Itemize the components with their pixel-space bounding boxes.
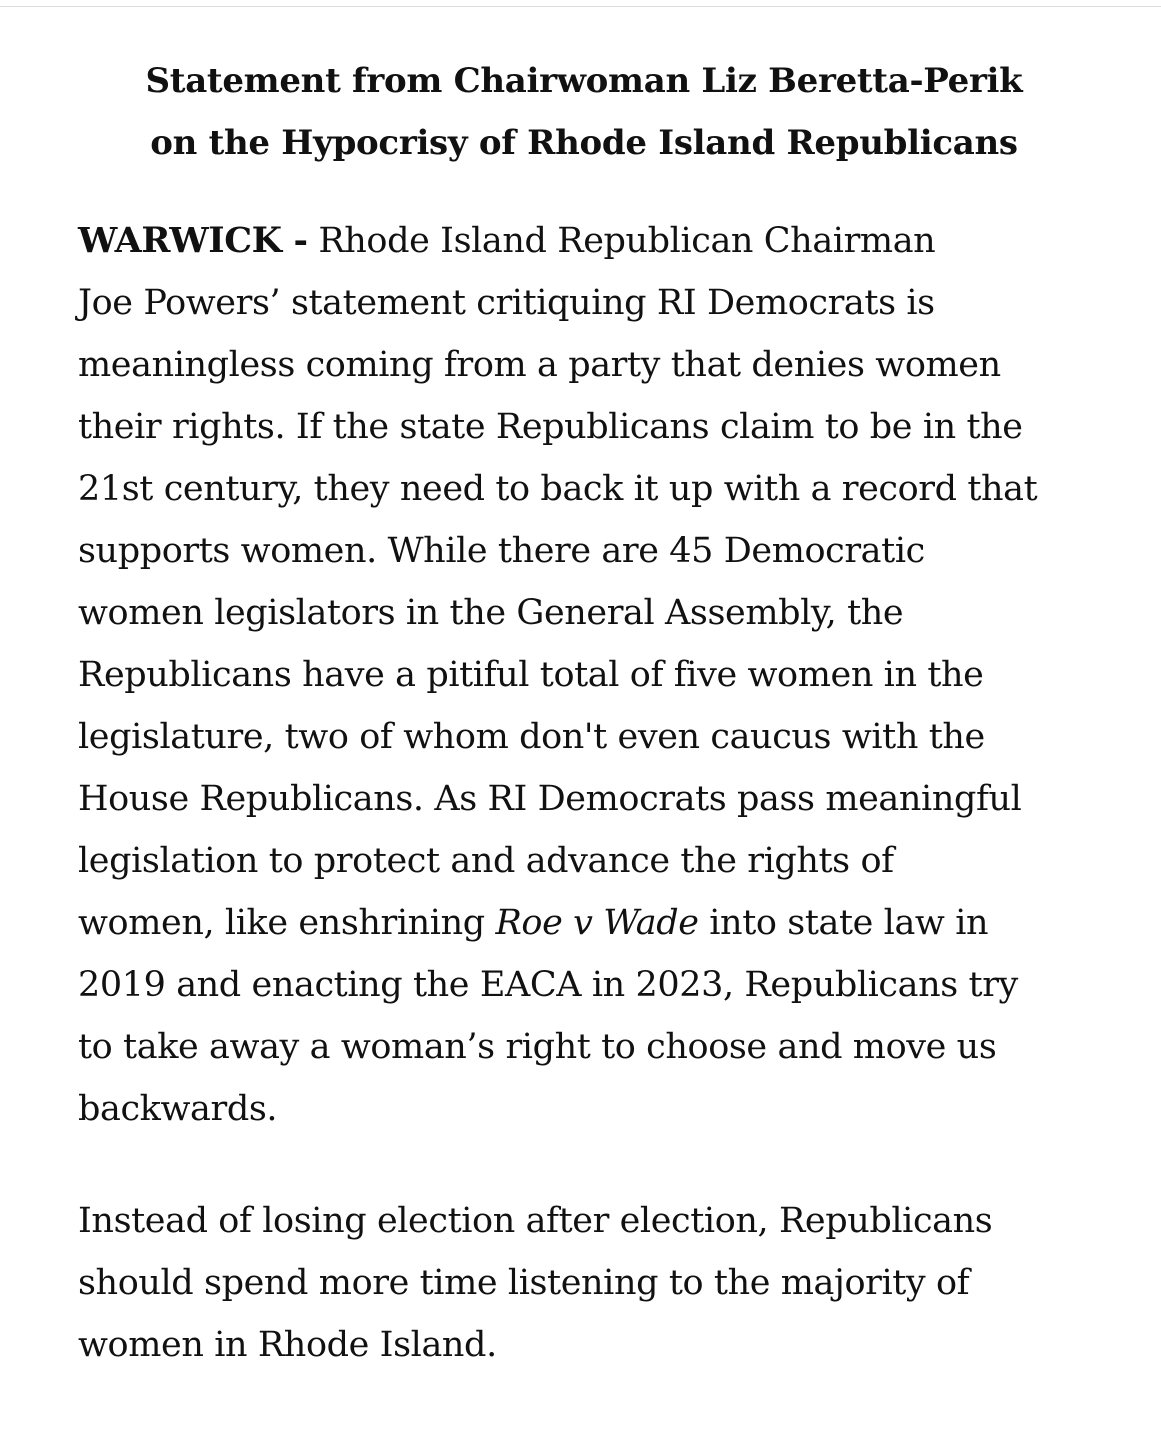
paragraph-line: legislature, two of whom don't even caucus with the [78, 717, 985, 757]
statement-title [78, 50, 1090, 174]
paragraph-line: women in Rhode Island. [78, 1325, 497, 1365]
paragraph-line: 2019 and enacting the EACA in 2023, Republicans try [78, 965, 1018, 1005]
title-line: Statement from Chairwoman Liz Beretta-Perik [145, 61, 1023, 101]
paragraph-line: 21st century, they need to back it up with a record that [78, 469, 1038, 509]
paragraph-line: backwards. [78, 1089, 278, 1129]
paragraph-line: supports women. While there are 45 Democratic [78, 531, 925, 571]
case-name-italic: Roe v Wade [495, 903, 699, 943]
title-line: on the Hypocrisy of Rhode Island Republicans [150, 123, 1018, 163]
line-text: Rhode Island Republican Chairman [307, 221, 936, 261]
line-text: women, like enshrining [78, 903, 496, 943]
paragraph-line: House Republicans. As RI Democrats pass meaningful [78, 779, 1022, 819]
dateline: WARWICK - [78, 220, 308, 261]
paragraph-line: to take away a woman’s right to choose and move us [78, 1027, 997, 1067]
paragraph-line: meaningless coming from a party that denies women [78, 345, 1001, 385]
paragraph-line: Republicans have a pitiful total of five women in the [78, 655, 984, 695]
paragraph-line [78, 210, 1090, 272]
statement-document [78, 50, 1090, 1376]
paragraph-line: Instead of losing election after election, Republicans [78, 1201, 993, 1241]
paragraph-line: Joe Powers’ statement critiquing RI Democrats is [78, 283, 935, 323]
paragraph-line: their rights. If the state Republicans claim to be in the [78, 407, 1023, 447]
top-divider [0, 6, 1161, 7]
paragraph-line: legislation to protect and advance the rights of [78, 841, 894, 881]
paragraph-line: women legislators in the General Assembly, the [78, 593, 904, 633]
statement-paragraph-1 [78, 210, 1090, 1140]
paragraph-line [78, 892, 1090, 954]
line-text: into state law in [698, 903, 989, 943]
statement-paragraph-2 [78, 1190, 1090, 1376]
paragraph-line: should spend more time listening to the majority of [78, 1263, 970, 1303]
